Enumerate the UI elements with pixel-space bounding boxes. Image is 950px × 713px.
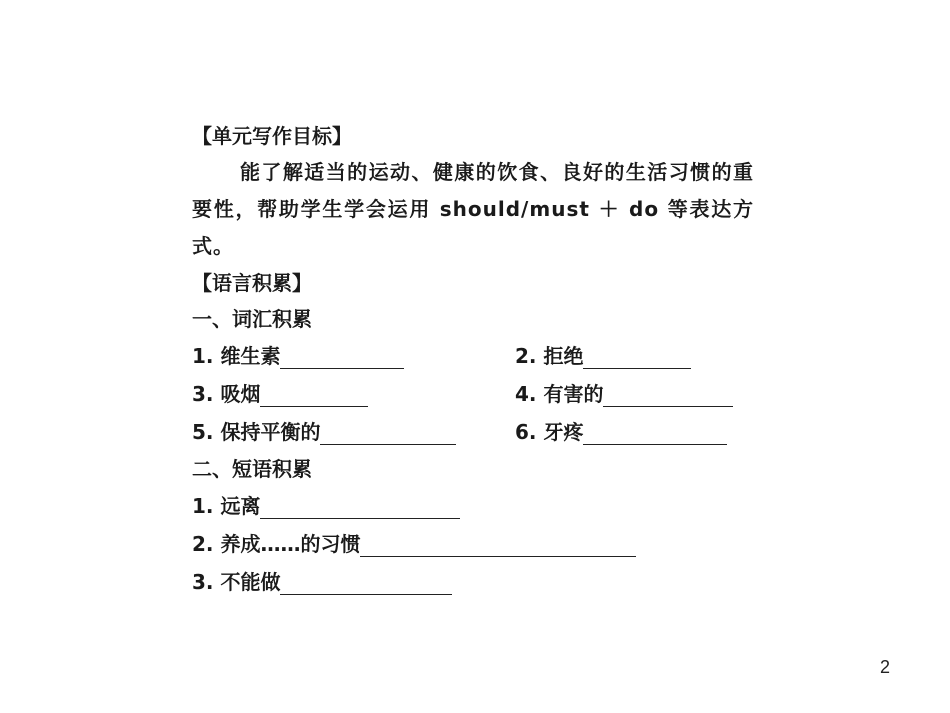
vocab-heading: 一、词汇积累 — [192, 307, 312, 331]
item-term: 吸烟 — [220, 382, 261, 406]
vocab-item — [515, 413, 727, 451]
page-number: 2 — [880, 657, 891, 677]
vocab-row — [192, 375, 762, 413]
answer-blank[interactable] — [260, 494, 460, 519]
phrase-item — [192, 525, 636, 563]
item-number: 6. — [515, 420, 537, 444]
answer-blank[interactable] — [583, 344, 691, 369]
vocab-row — [192, 337, 762, 375]
vocab-item — [192, 413, 456, 451]
answer-blank[interactable] — [583, 420, 727, 445]
answer-blank[interactable] — [603, 382, 733, 407]
writing-goal-heading: 【单元写作目标】 — [192, 124, 352, 148]
answer-blank[interactable] — [260, 382, 368, 407]
vocab-item — [192, 375, 368, 413]
vocab-item — [515, 337, 691, 375]
item-term: 远离 — [220, 494, 261, 518]
language-accumulation-heading: 【语言积累】 — [192, 271, 312, 295]
phrases-heading: 二、短语积累 — [192, 457, 312, 481]
item-term: 牙疼 — [543, 420, 584, 444]
item-term: 养成……的习惯 — [220, 532, 361, 556]
item-term: 有害的 — [543, 382, 604, 406]
phrase-row — [192, 563, 762, 601]
vocab-item — [192, 337, 404, 375]
answer-blank[interactable] — [320, 420, 456, 445]
vocab-row — [192, 413, 762, 451]
answer-blank[interactable] — [280, 570, 452, 595]
item-number: 3. — [192, 382, 214, 406]
phrase-row — [192, 487, 762, 525]
item-number: 2. — [192, 532, 214, 556]
item-term: 维生素 — [220, 344, 281, 368]
phrase-row — [192, 525, 762, 563]
item-term: 拒绝 — [543, 344, 584, 368]
phrase-item — [192, 487, 460, 525]
item-term: 保持平衡的 — [220, 420, 321, 444]
phrase-item — [192, 563, 452, 601]
worksheet — [192, 118, 762, 601]
item-term: 不能做 — [220, 570, 281, 594]
item-number: 5. — [192, 420, 214, 444]
item-number: 1. — [192, 494, 214, 518]
item-number: 4. — [515, 382, 537, 406]
vocab-item — [515, 375, 733, 413]
answer-blank[interactable] — [360, 532, 636, 557]
item-number: 3. — [192, 570, 214, 594]
answer-blank[interactable] — [280, 344, 404, 369]
item-number: 1. — [192, 344, 214, 368]
item-number: 2. — [515, 344, 537, 368]
writing-goal-text: 能了解适当的运动、健康的饮食、良好的生活习惯的重要性，帮助学生学会运用 should/must ＋ do 等表达方式。 — [192, 160, 754, 258]
